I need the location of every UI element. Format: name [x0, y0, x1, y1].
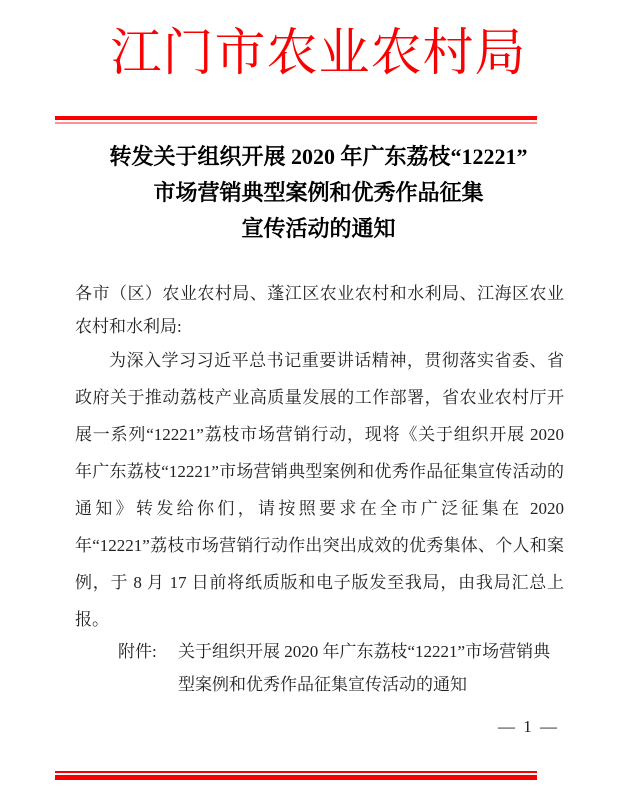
page-number: — 1 — [498, 717, 559, 736]
footer-divider-rule [55, 771, 537, 780]
footer-divider-thick-line [55, 775, 537, 780]
attachment-block [118, 635, 564, 701]
header-divider-rule [55, 116, 537, 124]
header-divider-thin-line [55, 122, 537, 124]
document-title-line-2: 市场营销典型案例和优秀作品征集 [153, 180, 484, 205]
document-title [0, 139, 637, 247]
agency-header-title: 江门市农业农村局 [110, 26, 527, 82]
document-title-line-1: 转发关于组织开展 2020 年广东荔枝“12221” [109, 144, 528, 169]
body-paragraph: 为深入学习习近平总书记重要讲话精神，贯彻落实省委、省政府关于推动荔枝产业高质量发展的工作部署，省农业农村厅开展一系列“12221”荔枝市场营销行动，现将《关于组织开展 2020 年广东荔枝“12221”市场营销典型案例和优秀作品征集宣传活动的通知》转发给你们，请按照要求在全市广泛征集在 2020 年“12221”荔枝市场营销行动作出突出成效的优秀集体、个人和案例，于 8 月 17 日前将纸质版和电子版发至我局，由我局汇总上报。 [75, 351, 564, 629]
attachment-label: 附件: [118, 642, 157, 661]
document-title-line-3: 宣传活动的通知 [241, 216, 396, 241]
attachment-text: 关于组织开展 2020 年广东荔枝“12221”市场营销典型案例和优秀作品征集宣传活动的通知 [178, 642, 551, 694]
salutation-text: 各市（区）农业农村局、蓬江区农业农村和水利局、江海区农业农村和水利局: [75, 284, 564, 336]
